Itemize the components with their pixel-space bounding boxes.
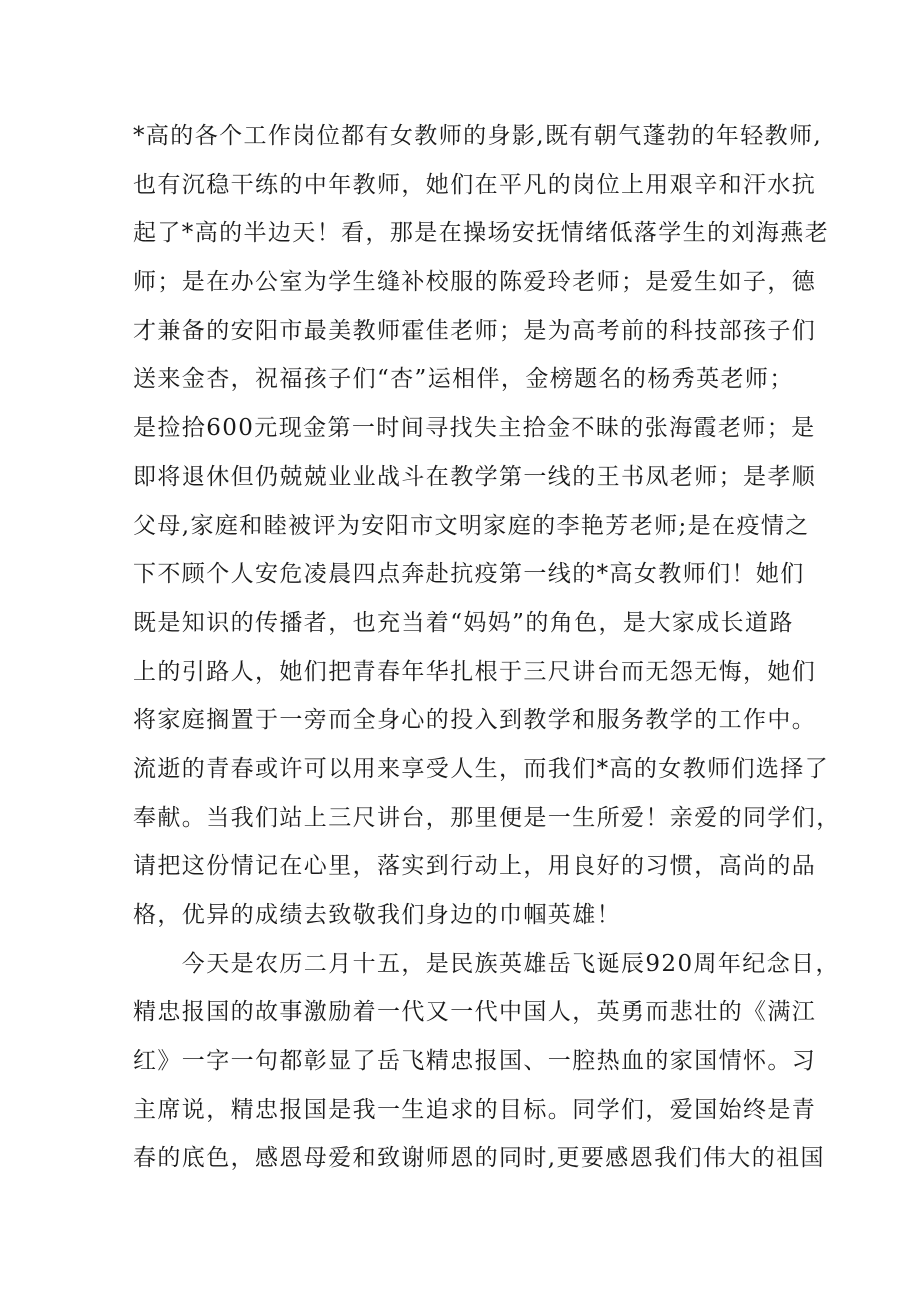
document-body — [133, 112, 841, 1183]
text-line: 主席说，精忠报国是我一生追求的目标。同学们，爱国始终是青 — [133, 1096, 817, 1123]
text-line: 即将退休但仍兢兢业业战斗在教学第一线的王书凤老师；是孝顺 — [133, 463, 817, 490]
text-line: 既是知识的传播者，也充当着“妈妈”的角色，是大家成长道路 — [133, 609, 794, 636]
text-line: 格，优异的成绩去致敬我们身边的巾帼英雄！ — [133, 902, 621, 928]
text-line: 也有沉稳干练的中年教师，她们在平凡的岗位上用艰辛和汗水抗 — [133, 171, 817, 198]
text-line: 下不顾个人安危凌晨四点奔赴抗疫第一线的*高女教师们！她们 — [133, 561, 805, 588]
text-line: 送来金杏，祝福孩子们“杏”运相伴，金榜题名的杨秀英老师； — [133, 366, 794, 393]
text-line: 奉献。当我们站上三尺讲台，那里便是一生所爱！亲爱的同学们， — [133, 804, 841, 831]
text-line: 红》一字一句都彰显了岳飞精忠报国、一腔热血的家国情怀。习 — [133, 1048, 817, 1075]
paragraph — [133, 112, 841, 940]
paragraph — [133, 940, 840, 1183]
text-line: 才兼备的安阳市最美教师霍佳老师；是为高考前的科技部孩子们 — [133, 317, 817, 344]
text-line: 上的引路人，她们把青春年华扎根于三尺讲台而无怨无悔，她们 — [133, 658, 817, 685]
text-line: 流逝的青春或许可以用来享受人生，而我们*高的女教师们选择了 — [133, 755, 830, 782]
text-line: 春的底色，感恩母爱和致谢师恩的同时,更要感恩我们伟大的祖国 — [133, 1145, 825, 1172]
text-line: 将家庭搁置于一旁而全身心的投入到教学和服务教学的工作中。 — [133, 707, 817, 734]
text-line: 父母,家庭和睦被评为安阳市文明家庭的李艳芳老师;是在疫情之 — [133, 512, 810, 539]
text-line: 是捡拾600元现金第一时间寻找失主拾金不昧的张海霞老师；是 — [133, 415, 816, 442]
text-line: 师；是在办公室为学生缝补校服的陈爱玲老师；是爱生如子，德 — [133, 269, 817, 296]
text-line: 起了*高的半边天！看，那是在操场安抚情绪低落学生的刘海燕老 — [133, 220, 830, 247]
text-line: 今天是农历二月十五，是民族英雄岳飞诞辰920周年纪念日， — [133, 950, 840, 977]
text-line: 精忠报国的故事激励着一代又一代中国人，英勇而悲壮的《满江 — [133, 999, 817, 1026]
text-line: *高的各个工作岗位都有女教师的身影,既有朝气蓬勃的年轻教师, — [133, 123, 823, 149]
text-line: 请把这份情记在心里，落实到行动上，用良好的习惯，高尚的品 — [133, 853, 817, 880]
